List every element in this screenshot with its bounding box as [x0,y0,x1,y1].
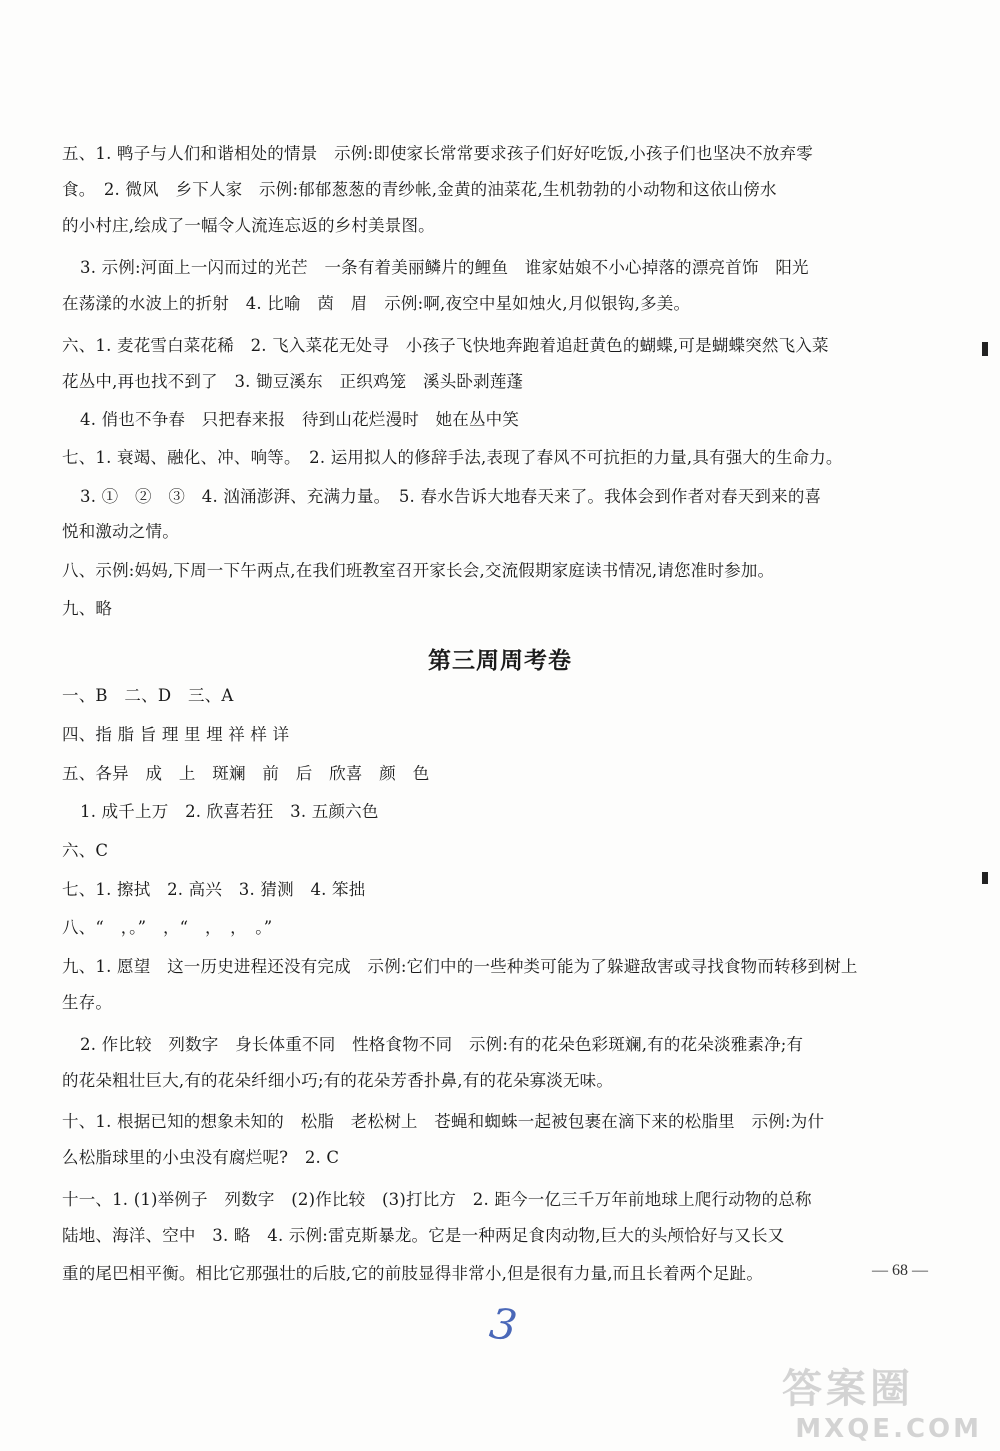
page-number: — 68 — [872,1262,928,1279]
text-line: 六、1. 麦花雪白菜花稀 2. 飞入菜花无处寻 小孩子飞快地奔跑着追赶黄色的蝴蝶,可是蝴蝶突然飞入菜 [62,336,829,355]
watermark-url: MXQE.COM [795,1414,982,1444]
text-line: 花丛中,再也找不到了 3. 锄豆溪东 正织鸡笼 溪头卧剥莲蓬 [62,372,524,391]
text-line: 六、C [62,841,109,860]
text-line: 食。 2. 微风 乡下人家 示例:郁郁葱葱的青纱帐,金黄的油菜花,生机勃勃的小动物和这依山傍水 [62,180,777,199]
text-line: 的小村庄,绘成了一幅令人流连忘返的乡村美景图。 [62,216,435,235]
text-line: 4. 俏也不争春 只把春来报 待到山花烂漫时 她在丛中笑 [80,410,520,429]
text-line: 生存。 [62,993,113,1012]
handwritten-mark: 3 [486,1298,521,1351]
text-line: 八、“ ，。” ，“ ， ， 。” [62,918,273,937]
text-line: 2. 作比较 列数字 身长体重不同 性格食物不同 示例:有的花朵色彩斑斓,有的花朵淡雅素净;有 [80,1035,804,1054]
text-line: 陆地、海洋、空中 3. 略 4. 示例:雷克斯暴龙。它是一种两足食肉动物,巨大的头颅恰好与又长又 [62,1226,785,1245]
text-line: 十一、1. (1)举例子 列数字 (2)作比较 (3)打比方 2. 距今一亿三千万年前地球上爬行动物的总称 [62,1190,812,1209]
text-line: 八、示例:妈妈,下周一下午两点,在我们班教室召开家长会,交流假期家庭读书情况,请您准时参加。 [62,561,775,580]
text-line: 重的尾巴相平衡。相比它那强壮的后肢,它的前肢显得非常小,但是很有力量,而且长着两个足趾。 [62,1264,764,1283]
text-line: 十、1. 根据已知的想象未知的 松脂 老松树上 苍蝇和蜘蛛一起被包裹在滴下来的松脂里 示例:为什 [62,1112,825,1131]
scan-edge-mark [982,872,988,884]
text-line: 七、1. 擦拭 2. 高兴 3. 猜测 4. 笨拙 [62,880,366,899]
text-line: 的花朵粗壮巨大,有的花朵纤细小巧;有的花朵芳香扑鼻,有的花朵寡淡无味。 [62,1071,614,1090]
text-line: 七、1. 衰竭、融化、冲、响等。 2. 运用拟人的修辞手法,表现了春风不可抗拒的力量,具有强大的生命力。 [62,448,843,467]
text-line: 五、各异 成 上 斑斓 前 后 欣喜 颜 色 [62,764,430,783]
text-line: 九、1. 愿望 这一历史进程还没有完成 示例:它们中的一些种类可能为了躲避敌害或寻找食物而转移到树上 [62,957,858,976]
watermark-logo [782,1357,982,1445]
text-line: 在荡漾的水波上的折射 4. 比喻 茵 眉 示例:啊,夜空中星如烛火,月似银钩,多美。 [62,294,691,313]
watermark-text: 答案圈 [782,1366,914,1412]
text-line: 1. 成千上万 2. 欣喜若狂 3. 五颜六色 [80,802,379,821]
text-line: 一、B 二、D 三、A [62,686,234,705]
text-line: 九、略 [62,599,113,618]
text-line: 么松脂球里的小虫没有腐烂呢? 2. C [62,1148,340,1167]
section-title: 第三周周考卷 [428,648,572,674]
text-line: 四、指 脂 旨 理 里 埋 祥 样 详 [62,725,290,744]
text-line: 3. ① ② ③ 4. 汹涌澎湃、充满力量。 5. 春水告诉大地春天来了。我体会到作者对春天到来的喜 [80,487,822,506]
text-line: 悦和激动之情。 [62,522,179,541]
text-line: 3. 示例:河面上一闪而过的光芒 一条有着美丽鳞片的鲤鱼 谁家姑娘不小心掉落的漂亮首饰 阳光 [80,258,809,277]
scan-edge-mark [982,342,988,356]
text-line: 五、1. 鸭子与人们和谐相处的情景 示例:即使家长常常要求孩子们好好吃饭,小孩子们也坚决不放弃零 [62,144,813,163]
